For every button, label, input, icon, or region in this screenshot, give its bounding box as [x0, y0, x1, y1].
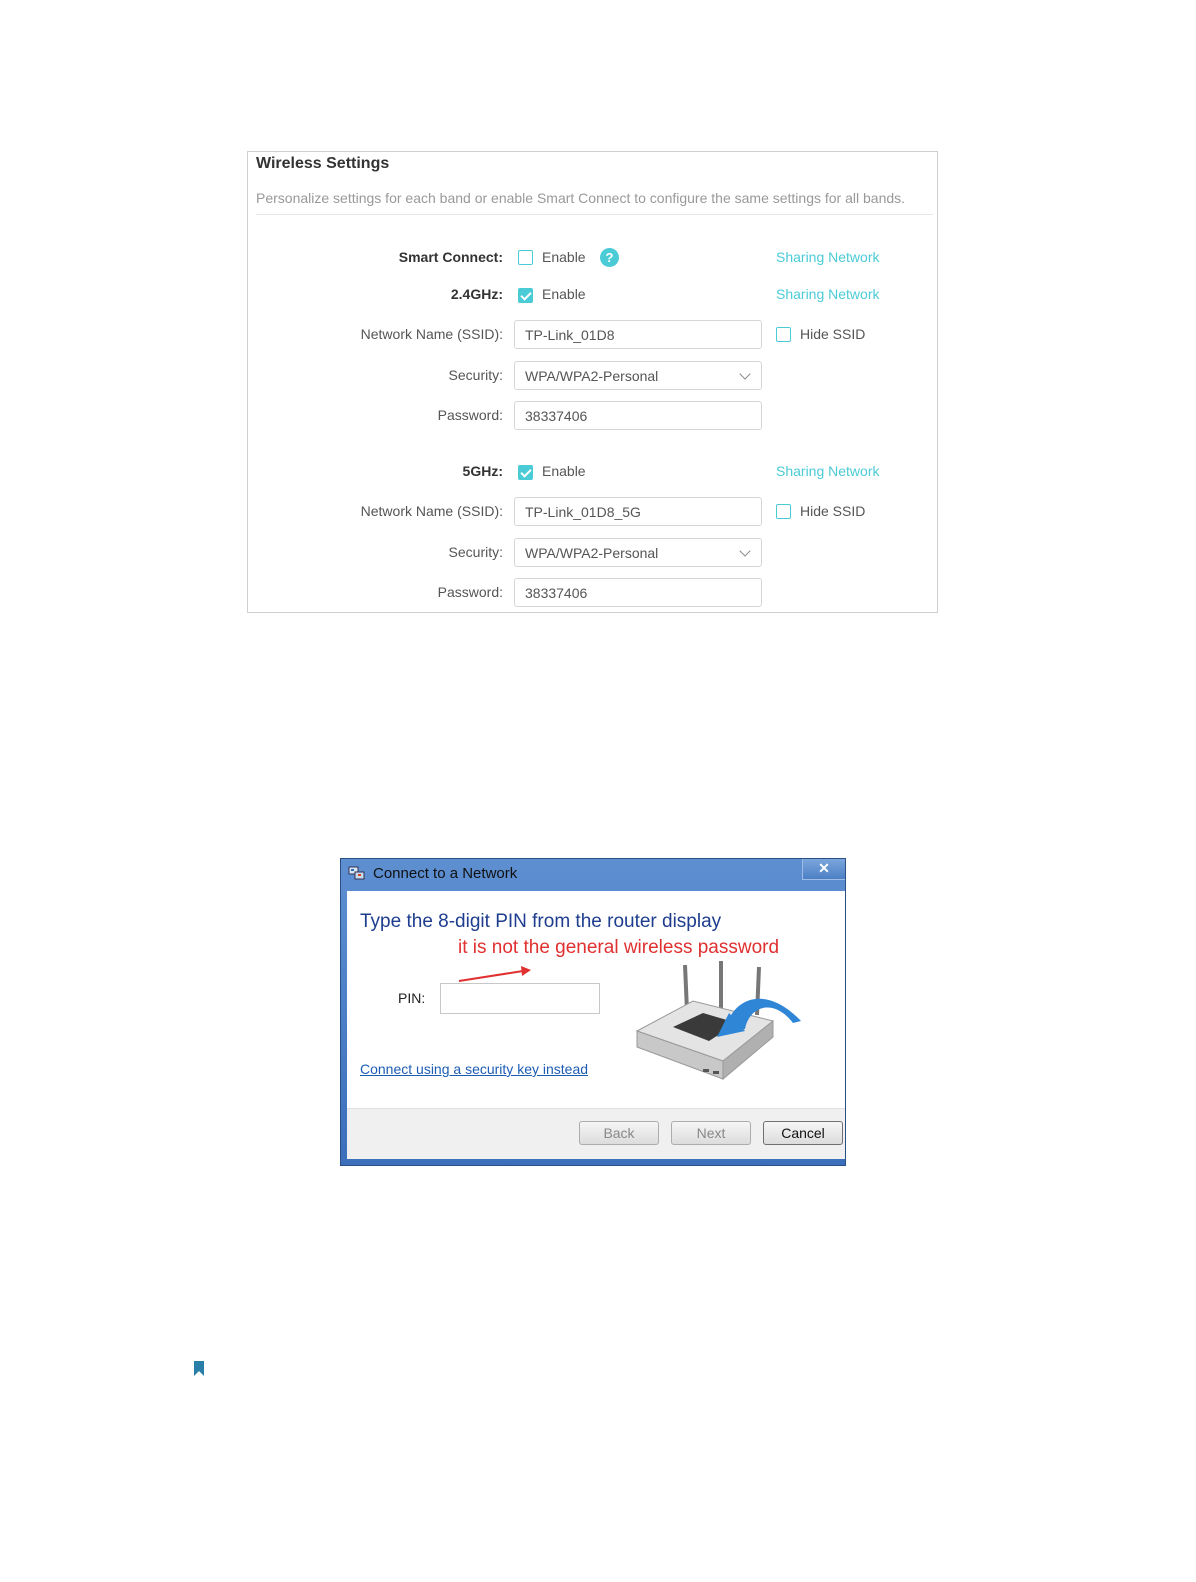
annotation-arrow-icon [457, 961, 537, 983]
band-24-hide-ssid-label: Hide SSID [800, 326, 866, 342]
band-5-ssid-input[interactable]: TP-Link_01D8_5G [514, 497, 762, 526]
dialog-body [347, 891, 845, 1108]
wireless-settings-panel [247, 151, 938, 613]
band-5-ssid-label: Network Name (SSID): [360, 503, 503, 519]
close-icon[interactable]: ✕ [802, 859, 845, 880]
band-24-enable-label: Enable [542, 286, 586, 302]
band-24-password-row [248, 401, 937, 431]
band-5-sharing-network-link[interactable]: Sharing Network [776, 463, 880, 479]
back-button[interactable]: Back [579, 1121, 659, 1145]
panel-description: Personalize settings for each band or enable Smart Connect to configure the same settings for all bands. [256, 190, 906, 206]
smart-connect-sharing-network-link[interactable]: Sharing Network [776, 249, 880, 265]
smart-connect-checkbox[interactable] [518, 250, 533, 265]
network-icon [348, 865, 366, 881]
band-5-enable-checkbox[interactable] [518, 465, 533, 480]
band-24-password-label: Password: [437, 407, 503, 423]
band-24-label: 2.4GHz: [450, 286, 503, 302]
dialog-footer [347, 1108, 845, 1159]
smart-connect-enable-label: Enable [542, 249, 586, 265]
pin-label: PIN: [398, 990, 426, 1006]
security-key-link[interactable]: Connect using a security key instead [360, 1061, 589, 1077]
panel-title: Wireless Settings [256, 155, 390, 172]
band-5-security-label: Security: [448, 544, 503, 560]
band-24-row [248, 280, 937, 310]
band-5-ssid-row [248, 497, 937, 527]
band-24-password-input[interactable]: 38337406 [514, 401, 762, 430]
band-24-sharing-network-link[interactable]: Sharing Network [776, 286, 880, 302]
band-24-security-label: Security: [448, 367, 503, 383]
band-24-ssid-row [248, 320, 937, 350]
smart-connect-row [248, 243, 937, 273]
band-5-hide-ssid-label: Hide SSID [800, 503, 866, 519]
annotation-note: it is not the general wireless password [458, 937, 780, 958]
band-24-security-row [248, 361, 937, 391]
cancel-button[interactable]: Cancel [763, 1121, 843, 1145]
band-5-password-input[interactable]: 38337406 [514, 578, 762, 607]
router-icon [633, 961, 805, 1091]
band-5-password-label: Password: [437, 584, 503, 600]
band-24-security-value: WPA/WPA2-Personal [525, 368, 659, 384]
band-24-ssid-label: Network Name (SSID): [360, 326, 503, 342]
band-5-label: 5GHz: [462, 463, 503, 479]
band-24-ssid-input[interactable]: TP-Link_01D8 [514, 320, 762, 349]
band-24-hide-ssid-checkbox[interactable] [776, 327, 791, 342]
band-5-hide-ssid-checkbox[interactable] [776, 504, 791, 519]
band-24-security-select[interactable] [514, 361, 762, 390]
pin-input[interactable] [440, 983, 600, 1014]
chevron-down-icon [739, 545, 750, 556]
question-icon[interactable]: ? [600, 248, 619, 267]
band-5-password-row [248, 578, 937, 608]
dialog-heading: Type the 8-digit PIN from the router display [360, 911, 722, 932]
band-5-enable-label: Enable [542, 463, 586, 479]
chevron-down-icon [739, 368, 750, 379]
band-24-enable-checkbox[interactable] [518, 288, 533, 303]
divider [256, 214, 933, 215]
connect-to-network-dialog [340, 858, 846, 1166]
band-5-security-value: WPA/WPA2-Personal [525, 545, 659, 561]
next-button[interactable]: Next [671, 1121, 751, 1145]
smart-connect-label: Smart Connect: [398, 249, 503, 265]
dialog-title: Connect to a Network [373, 865, 518, 882]
band-5-security-select[interactable] [514, 538, 762, 567]
dialog-titlebar [341, 859, 845, 889]
band-5-row [248, 457, 937, 487]
bookmark-icon [194, 1361, 204, 1376]
band-5-security-row [248, 538, 937, 568]
